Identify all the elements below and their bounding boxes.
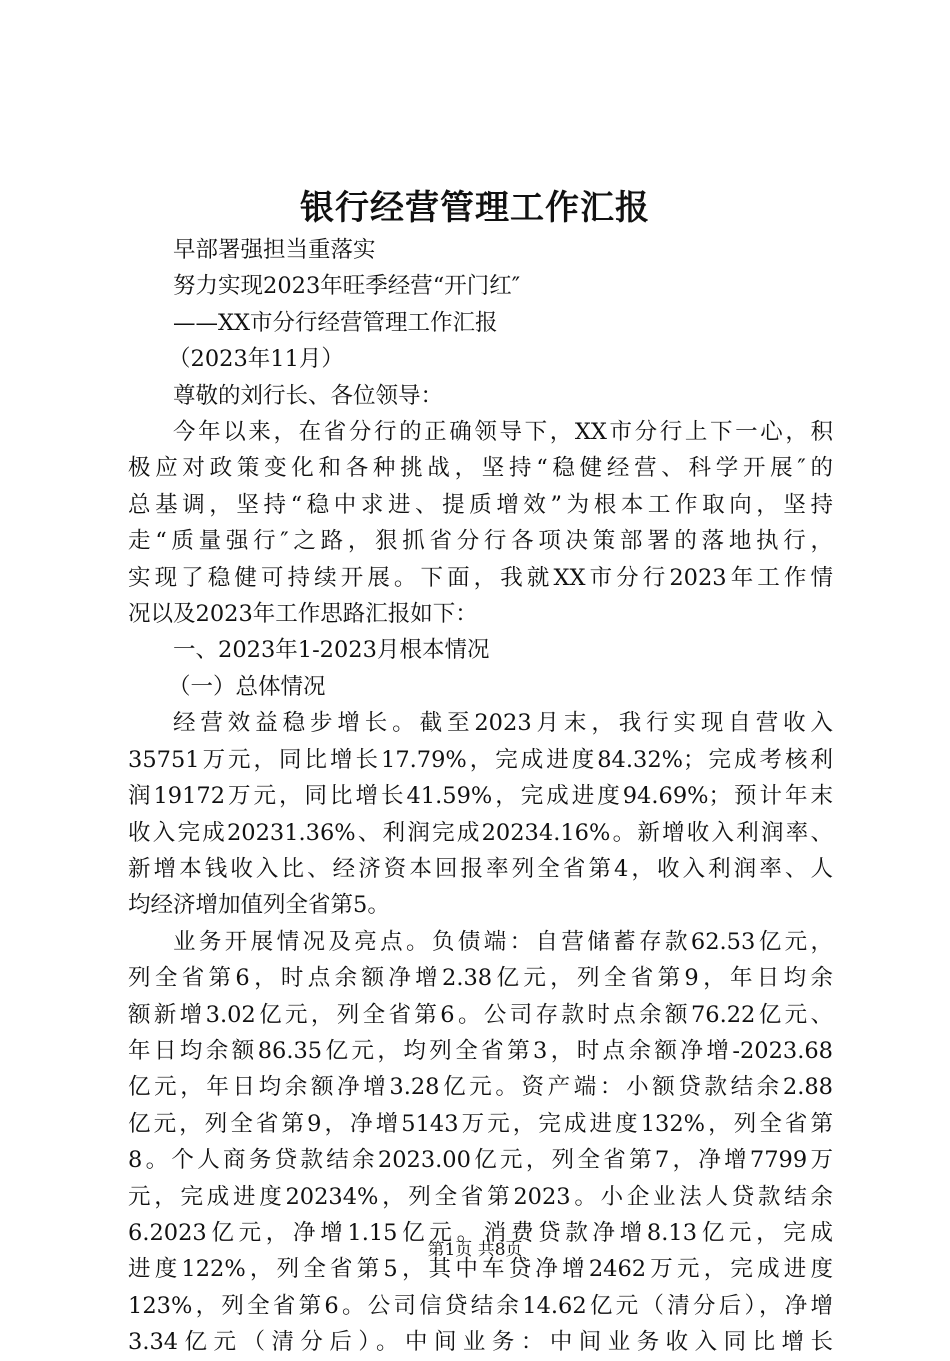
paragraph-line: 极应对政策变化和各种挑战，坚持“稳健经营、科学开展″的: [128, 455, 833, 482]
paragraph-line: 润19172万元，同比增长41.59%，完成进度94.69%；预计年末: [128, 783, 833, 810]
paragraph-line: 均经济增加值列全省第5。: [128, 892, 390, 919]
subtitle-line: ——XX市分行经营管理工作汇报: [173, 309, 498, 336]
salutation-line: 尊敬的刘行长、各位领导：: [173, 382, 444, 409]
paragraph-line: 亿元，列全省第9，净增5143万元，完成进度132%，列全省第: [128, 1110, 833, 1137]
paragraph-line: 35751万元，同比增长17.79%，完成进度84.32%；完成考核利: [128, 746, 833, 773]
paragraph-line: 今年以来，在省分行的正确领导下，XX市分行上下一心，积: [173, 419, 833, 446]
paragraph-line: 进度122%，列全省第5，其中车贷净增2462万元，完成进度: [128, 1256, 833, 1283]
paragraph-line: 业务开展情况及亮点。负债端：自营储蓄存款62.53亿元，: [173, 928, 833, 955]
paragraph-line: 收入完成20231.36%、利润完成20234.16%。新增收入利润率、: [128, 819, 833, 846]
paragraph-line: 新增本钱收入比、经济资本回报率列全省第4，收入利润率、人: [128, 855, 833, 882]
paragraph-line: 额新增3.02亿元，列全省第6。公司存款时点余额76.22亿元、: [128, 1001, 833, 1028]
document-title: 银行经营管理工作汇报: [300, 188, 650, 228]
date-line: （2023年11月）: [168, 346, 344, 373]
paragraph-line: 年日均余额86.35亿元，均列全省第3，时点余额净增-2023.68: [128, 1037, 833, 1064]
paragraph-line: 况以及2023年工作思路汇报如下：: [128, 601, 478, 628]
subtitle-line: 努力实现2023年旺季经营“开门红″: [173, 273, 521, 300]
subsection-heading: （一）总体情况: [168, 673, 326, 700]
paragraph-line: 8。个人商务贷款结余2023.00亿元，列全省第7，净增7799万: [128, 1147, 833, 1174]
document-body: [128, 232, 833, 1361]
paragraph-line: 总基调，坚持“稳中求进、提质增效”为根本工作取向，坚持: [128, 491, 833, 518]
paragraph-line: 亿元，年日均余额净增3.28亿元。资产端：小额贷款结余2.88: [128, 1074, 833, 1101]
page-indicator: 第1页 共8页: [427, 1240, 523, 1260]
paragraph-line: 实现了稳健可持续开展。下面，我就XX市分行2023年工作情: [128, 564, 833, 591]
subtitle-line: 早部署强担当重落实: [173, 237, 376, 263]
paragraph-line: 123%，列全省第6。公司信贷结余14.62亿元（清分后），净增: [128, 1292, 833, 1319]
paragraph-line: 列全省第6，时点余额净增2.38亿元，列全省第9，年日均余: [128, 965, 833, 992]
paragraph-line: 元，完成进度20234%，列全省第2023。小企业法人贷款结余: [128, 1183, 833, 1210]
section-heading: 一、2023年1-2023月根本情况: [173, 637, 490, 664]
paragraph-line: 3.34亿元（清分后）。中间业务：中间业务收入同比增长: [128, 1329, 833, 1356]
paragraph-line: 6.2023亿元，净增1.15亿元。消费贷款净增8.13亿元，完成: [128, 1219, 833, 1246]
paragraph-line: 走“质量强行″之路，狠抓省分行各项决策部署的落地执行，: [128, 528, 833, 555]
paragraph-line: 经营效益稳步增长。截至2023月末，我行实现自营收入: [173, 710, 833, 737]
